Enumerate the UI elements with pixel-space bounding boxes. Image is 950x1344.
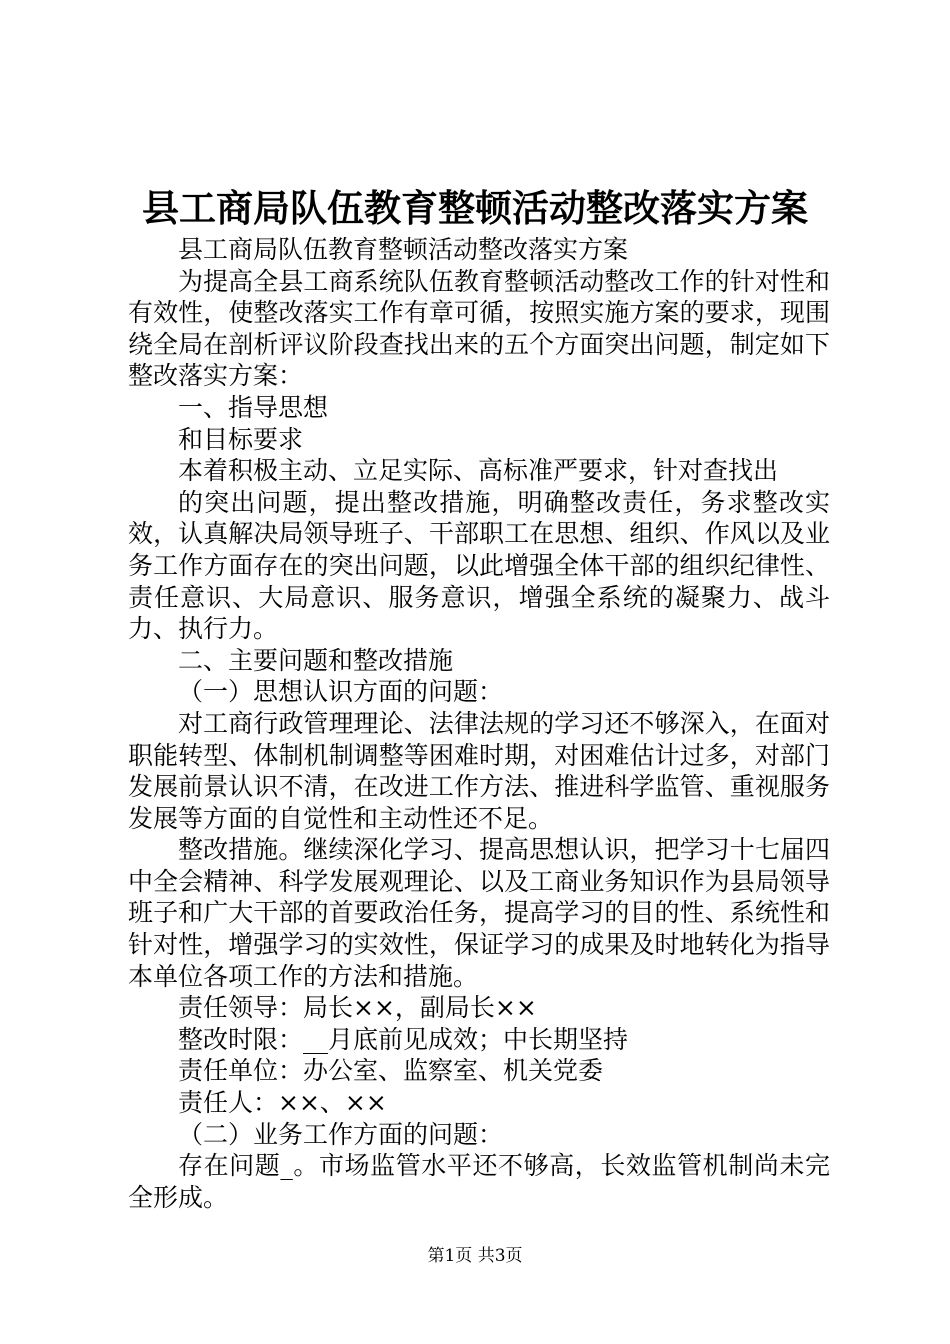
subheading-ideology-problems: （一）思想认识方面的问题： [178, 677, 504, 707]
page-number-footer: 第1页 共3页 [427, 1246, 523, 1266]
responsible-unit: 责任单位：办公室、监察室、机关党委 [178, 1056, 604, 1086]
heading-guiding-thought: 一、指导思想 [178, 392, 329, 422]
heading-main-problems: 二、主要问题和整改措施 [178, 645, 454, 675]
paragraph-rectification-measures: 整改措施。继续深化学习、提高思想认识，把学习十七届四中全会精神、科学发展观理论、以及工商业务知识作为县局领导班子和广大干部的首要政治任务，提高学习的目的性、系统性和针对性，增强学习的实效性，保证学习的成果及时地转化为指导本单位各项工作的方法和措施。 [128, 835, 830, 991]
paragraph-ideology-description: 对工商行政管理理论、法律法规的学习还不够深入，在面对职能转型、体制机制调整等困难时期，对困难估计过多，对部门发展前景认识不清，在改进工作方法、推进科学监管、重视服务发展等方面的自觉性和主动性还不足。 [128, 708, 830, 833]
responsible-person: 责任人：××、×× [178, 1088, 387, 1118]
document-body [128, 234, 830, 1213]
document-title: 县工商局队伍教育整顿活动整改落实方案 [142, 186, 808, 230]
paragraph-intro: 为提高全县工商系统队伍教育整顿活动整改工作的针对性和有效性，使整改落实工作有章可循，按照实施方案的要求，现围绕全局在剖析评议阶段查找出来的五个方面突出问题，制定如下整改落实方案： [128, 266, 830, 391]
paragraph-objectives: 的突出问题，提出整改措施，明确整改责任，务求整改实效，认真解决局领导班子、干部职工在思想、组织、作风以及业务工作方面存在的突出问题，以此增强全体干部的组织纪律性、责任意识、大局意识、服务意识，增强全系统的凝聚力、战斗力、执行力。 [128, 487, 830, 644]
paragraph-existing-problems: 存在问题_。市场监管水平还不够高，长效监管机制尚未完全形成。 [128, 1151, 830, 1212]
heading-goal-requirements: 和目标要求 [178, 424, 304, 454]
rectification-deadline: 整改时限：__月底前见成效；中长期坚持 [178, 1024, 629, 1054]
subheading-business-problems: （二）业务工作方面的问题： [178, 1119, 504, 1149]
responsible-leader: 责任领导：局长××，副局长×× [178, 993, 537, 1023]
paragraph-principle: 本着积极主动、立足实际、高标准严要求，针对查找出 [178, 456, 779, 486]
paragraph-subtitle: 县工商局队伍教育整顿活动整改落实方案 [178, 235, 629, 264]
